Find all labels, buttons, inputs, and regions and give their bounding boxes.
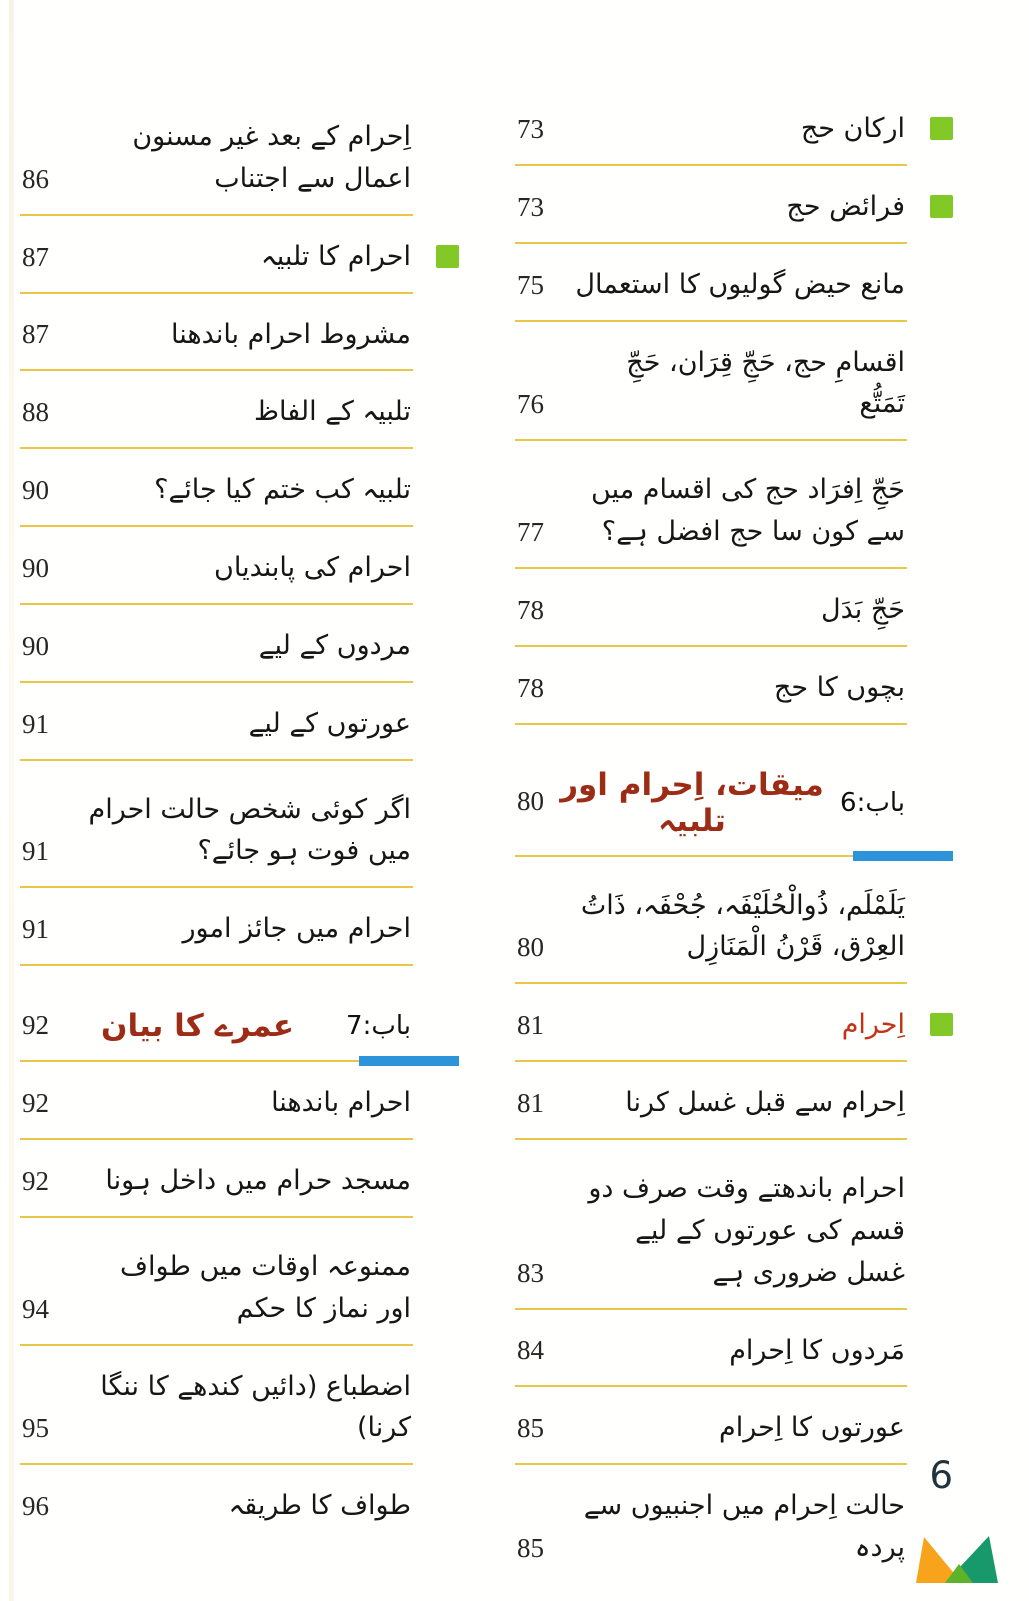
toc-entry [515,1387,907,1465]
toc-entry-page: 88 [22,397,49,428]
toc-entry-page: 90 [22,552,49,583]
toc-entry-page: 90 [22,475,49,506]
toc-chapter-heading [515,725,907,857]
toc-entry-title: مردوں کے لیے [258,629,411,661]
chapter-page: 92 [22,1009,49,1040]
toc-entry-page: 81 [517,1010,544,1041]
chapter-page: 80 [517,786,544,817]
toc-entry [20,1465,413,1541]
green-square-bullet-icon [436,245,459,268]
toc-entry-title: ممنوعہ اوقات میں طواف اور نماز کا حکم [119,1250,411,1324]
toc-entry [515,1465,907,1583]
toc-entry-page: 76 [517,389,544,420]
toc-entry [515,1310,907,1388]
toc-entry-page: 95 [22,1413,49,1444]
toc-entry [515,88,907,166]
toc-entry-page: 78 [517,594,544,625]
toc-entry [515,244,907,322]
toc-entry-page: 75 [517,269,544,300]
toc-entry-page: 87 [22,241,49,272]
toc-entry [20,294,413,372]
chapter-title: میقات، اِحرام اور تلبیہ [560,766,824,839]
page-number: 6 [929,1454,953,1497]
green-square-bullet-icon [930,117,953,140]
toc-entry [515,569,907,647]
green-square-bullet-icon [930,195,953,218]
toc-entry [20,1346,413,1466]
toc-entry-title: اِحرام سے قبل غسل کرنا [625,1087,905,1119]
toc-entry [20,88,413,216]
toc-entry-title: عورتوں کا اِحرام [719,1412,905,1444]
toc-entry-title: اضطباع (دائیں کندھے کا ننگا کرنا) [100,1370,411,1444]
toc-column-right [515,88,955,1583]
toc-entry [515,984,907,1062]
toc-entry-page: 91 [22,914,49,945]
toc-entry-title: فرائض حج [786,190,905,222]
toc-entry-title: تلبیہ کے الفاظ [254,396,411,428]
toc-entry [515,647,907,725]
toc-entry-title: احرام باندھنا [271,1087,411,1119]
toc-entry-title: مسجد حرام میں داخل ہونا [105,1164,411,1196]
toc-entry [20,371,413,449]
toc-entry [20,1140,413,1218]
toc-entry-title: احرام باندھتے وقت صرف دو قسم کی عورتوں کے لیے غسل ضروری ہے [588,1172,905,1288]
toc-entry-title: مانع حیض گولیوں کا استعمال [575,268,905,300]
toc-entry [515,857,907,985]
toc-entry-page: 73 [517,113,544,144]
toc-entry-page: 85 [517,1413,544,1444]
toc-entry [20,761,413,889]
toc-entry-page: 80 [517,932,544,963]
toc-entry-title: حَجِّ بَدَل [820,593,905,625]
toc-entry [515,166,907,244]
toc-entry-page: 96 [22,1491,49,1522]
toc-entry [20,1218,413,1346]
toc-entry-title: احرام میں جائز امور [182,913,411,945]
toc-entry-title: مَردوں کا اِحرام [729,1334,905,1366]
toc-entry [515,1140,907,1310]
toc-entry-page: 92 [22,1087,49,1118]
toc-entry-title: ارکان حج [800,113,905,144]
toc-entry-title: احرام کا تلبیہ [260,240,411,272]
toc-entry-title: بچوں کا حج [773,671,905,703]
toc-entry [20,1062,413,1140]
toc-entry-page: 92 [22,1165,49,1196]
toc-entry-page: 94 [22,1293,49,1324]
toc-entry-title: تلبیہ کب ختم کیا جائے؟ [154,474,411,506]
toc-entry-page: 73 [517,191,544,222]
scan-edge-shadow [9,0,14,1601]
chapter-number-label: باب:6 [840,787,905,818]
toc-entry [20,527,413,605]
toc-entry-title: یَلَمْلَم، ذُوالْحُلَیْفَہ، جُحْفَہ، ذَاتُ العِرْق، قَرْنُ الْمَنَازِل [580,889,905,963]
toc-entry [515,441,907,569]
toc-column-left [20,88,457,1541]
toc-entry-page: 85 [517,1532,544,1563]
toc-entry-title: طواف کا طریقہ [228,1490,411,1522]
toc-entry-page: 84 [517,1335,544,1366]
chapter-number-label: باب:7 [346,1011,411,1042]
toc-entry [20,449,413,527]
green-square-bullet-icon [930,1013,953,1036]
toc-entry-page: 91 [22,708,49,739]
toc-entry-page: 87 [22,319,49,350]
toc-entry-title: حالت اِحرام میں اجنبیوں سے پردہ [583,1490,905,1564]
toc-entry-page: 90 [22,630,49,661]
toc-entry [20,605,413,683]
toc-chapter-heading [20,966,413,1062]
toc-entry-page: 81 [517,1087,544,1118]
toc-entry [515,322,907,442]
toc-entry-title: عورتوں کے لیے [248,707,411,739]
toc-entry-title: اِحرام [841,1009,905,1041]
toc-entry [20,888,413,966]
toc-entry-title: اِحرام کے بعد غیر مسنون اعمال سے اجتناب [132,121,411,194]
toc-entry-title: اگر کوئی شخص حالت احرام میں فوت ہو جائے؟ [88,793,411,867]
toc-entry-title: مشروط احرام باندھنا [171,318,411,350]
toc-entry-title: اقسامِ حج، حَجِّ قِرَان، حَجِّ تَمَتُّع [626,346,905,420]
toc-entry [515,1062,907,1140]
toc-entry-page: 78 [517,672,544,703]
toc-entry-page: 83 [517,1257,544,1288]
toc-entry [20,216,413,294]
toc-entry-page: 77 [517,516,544,547]
toc-entry-page: 91 [22,836,49,867]
toc-entry-page: 86 [22,163,49,194]
publisher-triangles-logo-icon [905,1533,1010,1590]
chapter-title: عمرے کا بیان [100,1008,295,1045]
toc-entry-title: احرام کی پابندیاں [214,552,411,584]
toc-entry-title: حَجِّ اِفرَاد حج کی اقسام میں سے کون سا حج افضل ہے؟ [591,474,905,548]
toc-entry [20,683,413,761]
